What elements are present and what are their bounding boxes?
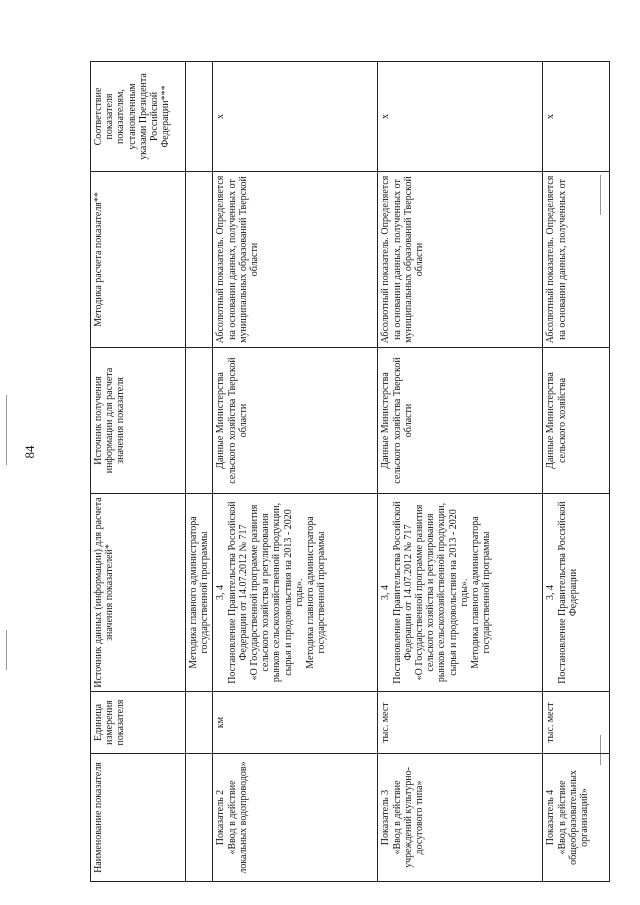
source-line: 3, 4 bbox=[545, 585, 557, 600]
header-unit: Единица измерения показателя bbox=[91, 692, 186, 754]
scan-mark bbox=[6, 395, 7, 465]
indicator-text: «Ввод в действие локальных водопроводов» bbox=[226, 761, 249, 874]
table-row bbox=[543, 62, 610, 882]
cell-source bbox=[543, 494, 610, 692]
cell-decree: х bbox=[213, 62, 378, 172]
header-source: Источник данных (информации) для расчета значения показателей* bbox=[91, 494, 186, 692]
cell-empty bbox=[186, 62, 213, 172]
source-line: Постановление Правительства Российской Федерации от 14.07.2012 № 717 bbox=[391, 501, 414, 684]
cell-method: Абсолютный показатель. Определяется на основании данных, полученных от муниципальных образований Тверской области bbox=[213, 172, 378, 348]
cell-indicator-name bbox=[213, 754, 378, 882]
cell-source bbox=[213, 494, 378, 692]
cell-decree: х bbox=[378, 62, 543, 172]
source-line: Методика главного администратора государственной программы bbox=[304, 516, 328, 669]
cell-empty bbox=[186, 692, 213, 754]
indicator-text: «Ввод в действие общеобразовательных организаций» bbox=[556, 770, 590, 865]
table-row bbox=[378, 62, 543, 882]
indicators-table bbox=[90, 61, 610, 882]
cell-source: Методика главного администратора государственной программы bbox=[186, 494, 213, 692]
source-line: «О Государственной программе развития сельского хозяйства и регулирования рынков сельскохозяйственной продукции, сырья и продовольствия на 2013 - 2020 годы». bbox=[413, 502, 470, 683]
header-info-source: Источник получения информации для расчета значения показателя bbox=[91, 348, 186, 494]
table-row bbox=[186, 62, 213, 882]
cell-indicator-name bbox=[378, 754, 543, 882]
page-number: 84 bbox=[22, 445, 37, 459]
scan-mark bbox=[6, 630, 7, 670]
table-row bbox=[213, 62, 378, 882]
source-line: 3, 4 bbox=[380, 585, 392, 600]
source-line: 3, 4 bbox=[215, 585, 227, 600]
cell-method: Абсолютный показатель. Определяется на основании данных, полученных от bbox=[543, 172, 610, 348]
header-name: Наименование показателя bbox=[91, 754, 186, 882]
source-line: Постановление Правительства Российской Федерации от 14.07.2012 № 717 bbox=[226, 501, 249, 684]
header-decree: Соответствие показателя показателям, установленным указами Президента Российской Федерации*** bbox=[91, 62, 186, 172]
rotated-page bbox=[90, 62, 590, 882]
source-line: Постановление Правительства Российской Федерации bbox=[556, 501, 579, 684]
indicator-title: Показатель 4 bbox=[545, 789, 557, 846]
source-line: «О Государственной программе развития сельского хозяйства и регулирования рынков сельскохозяйственной продукции, сырья и продовольствия на 2013 - 2020 годы». bbox=[248, 502, 305, 683]
cell-info-source: Данные Министерства сельского хозяйства Тверской области bbox=[378, 348, 543, 494]
cell-empty bbox=[186, 172, 213, 348]
table-header-row bbox=[91, 62, 186, 882]
cell-method: Абсолютный показатель. Определяется на основании данных, полученных от муниципальных образований Тверской области bbox=[378, 172, 543, 348]
cell-info-source: Данные Министерства сельского хозяйства Тверской области bbox=[213, 348, 378, 494]
source-line: Методика главного администратора государственной программы bbox=[469, 516, 493, 669]
indicator-text: «Ввод в действие учреждений культурно-досугового типа» bbox=[391, 767, 425, 868]
cell-decree: х bbox=[543, 62, 610, 172]
cell-empty bbox=[186, 754, 213, 882]
cell-unit: тыс. мест bbox=[543, 692, 610, 754]
cell-info-source: Данные Министерства сельского хозяйства bbox=[543, 348, 610, 494]
cell-unit: тыс. мест bbox=[378, 692, 543, 754]
header-method: Методика расчета показателя** bbox=[91, 172, 186, 348]
cell-indicator-name bbox=[543, 754, 610, 882]
cell-unit: км bbox=[213, 692, 378, 754]
indicator-title: Показатель 2 bbox=[215, 789, 227, 846]
cell-empty bbox=[186, 348, 213, 494]
cell-source bbox=[378, 494, 543, 692]
indicator-title: Показатель 3 bbox=[380, 789, 392, 846]
